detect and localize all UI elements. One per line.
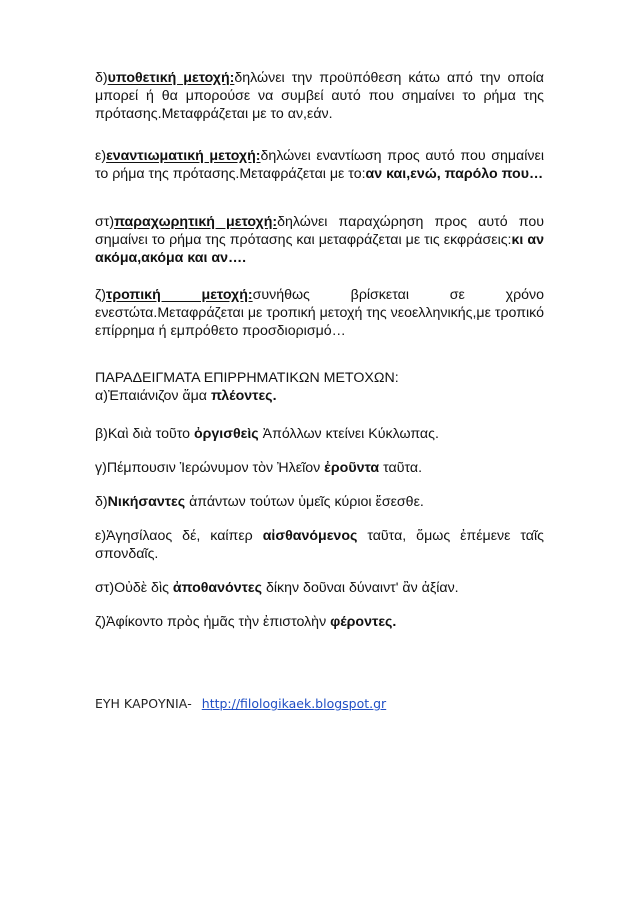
definition-term: υποθετική μετοχή:: [107, 70, 235, 86]
definition-translation: αν και,ενώ, παρόλο που…: [365, 166, 544, 182]
example-prefix: ε): [95, 528, 107, 544]
definition-hypothetical: [95, 69, 544, 123]
example-text: δίκην δοῦναι δύναιντ' ἂν ἀξίαν.: [262, 580, 459, 596]
example-text: Καὶ διὰ τοῦτο: [107, 426, 194, 442]
example-item: [95, 579, 544, 597]
example-prefix: στ): [95, 580, 115, 596]
example-item: [95, 425, 544, 443]
example-prefix: γ): [95, 460, 107, 476]
example-participle: ἀποθανόντες: [172, 580, 263, 596]
example-text: Πέμπουσιν Ἱερώνυμον τὸν Ἠλεῖον: [106, 460, 325, 476]
example-prefix: ζ): [95, 614, 106, 630]
examples-heading-text: ΠΑΡΑΔΕΙΓΜΑΤΑ ΕΠΙΡΡΗΜΑΤΙΚΩΝ ΜΕΤΟΧΩΝ:: [95, 370, 399, 386]
definition-modal: [95, 286, 544, 340]
example-item: [95, 459, 544, 477]
footer-blog-link[interactable]: http://filologikaek.blogspot.gr: [201, 696, 387, 711]
example-text: ταῦτα.: [379, 460, 423, 476]
definition-prefix: ε): [95, 148, 107, 164]
definition-concessive: [95, 147, 544, 183]
example-participle: ὀργισθεὶς: [193, 426, 259, 442]
example-participle: Νικήσαντες: [107, 494, 186, 510]
definition-term: τροπική μετοχή:: [105, 287, 253, 303]
example-text: ἁπάντων τούτων ὑμεῖς κύριοι ἔσεσθε.: [185, 494, 424, 510]
example-text: Ἀφίκοντο πρὸς ἡμᾶς τὴν ἐπιστολὴν: [105, 614, 331, 630]
definition-prefix: δ): [95, 70, 108, 86]
definition-text: δηλώνει εναντίωση προς αυτό που σημαίνει το ρήμα της πρότασης.Μεταφράζεται με το:: [95, 148, 544, 182]
example-item: [95, 527, 544, 563]
definition-prefix: στ): [95, 214, 115, 230]
example-participle: φέροντες.: [330, 614, 397, 630]
example-text: Οὐδὲ δὶς: [114, 580, 173, 596]
examples-heading: [95, 369, 544, 387]
example-text: Ἀπόλλων κτείνει Κύκλωπας.: [258, 426, 439, 442]
definition-term: παραχωρητική μετοχή:: [114, 214, 278, 230]
definition-translation: κι αν ακόμα,ακόμα και αν….: [95, 232, 544, 266]
example-text: Ἐπαιάνιζον ἅμα: [107, 388, 211, 404]
footer-author: ΕΥΗ ΚΑΡΟΥΝΙΑ-: [95, 696, 192, 711]
definition-text: δηλώνει παραχώρηση προς αυτό που σημαίνει το ρήμα της πρότασης και μεταφράζεται με τις εκφράσεις:: [95, 214, 544, 248]
example-participle: ἐροῦντα: [324, 460, 380, 476]
definition-text: συνήθως βρίσκεται σε χρόνο ενεστώτα.Μεταφράζεται με τροπική μετοχή της νεοελληνικής,με τροπικό επίρρημα ή εμπρόθετο προσδιορισμό…: [95, 287, 545, 339]
example-participle: πλέοντες.: [210, 388, 277, 404]
example-participle: αἰσθανόμενος: [262, 528, 358, 544]
example-prefix: α): [95, 388, 108, 404]
definition-term: εναντιωματική μετοχή:: [106, 148, 261, 164]
definition-prefix: ζ): [95, 287, 106, 303]
example-item: [95, 613, 544, 631]
footer: [95, 695, 386, 713]
example-text: ταῦτα, ὅμως ἐπέμενε ταῖς σπονδαῖς.: [95, 528, 545, 562]
definition-text: δηλώνει την προϋπόθεση κάτω από την οποία μπορεί ή θα μπορούσε να συμβεί αυτό που σημαίνει το ρήμα της πρότασης.Μεταφράζεται με το αν,εάν.: [95, 70, 544, 122]
example-prefix: β): [95, 426, 108, 442]
example-prefix: δ): [95, 494, 108, 510]
example-item: [95, 493, 544, 511]
definition-permissive: [95, 213, 544, 267]
example-text: Ἀγησίλαος δέ, καίπερ: [106, 528, 263, 544]
example-item: [95, 387, 544, 405]
